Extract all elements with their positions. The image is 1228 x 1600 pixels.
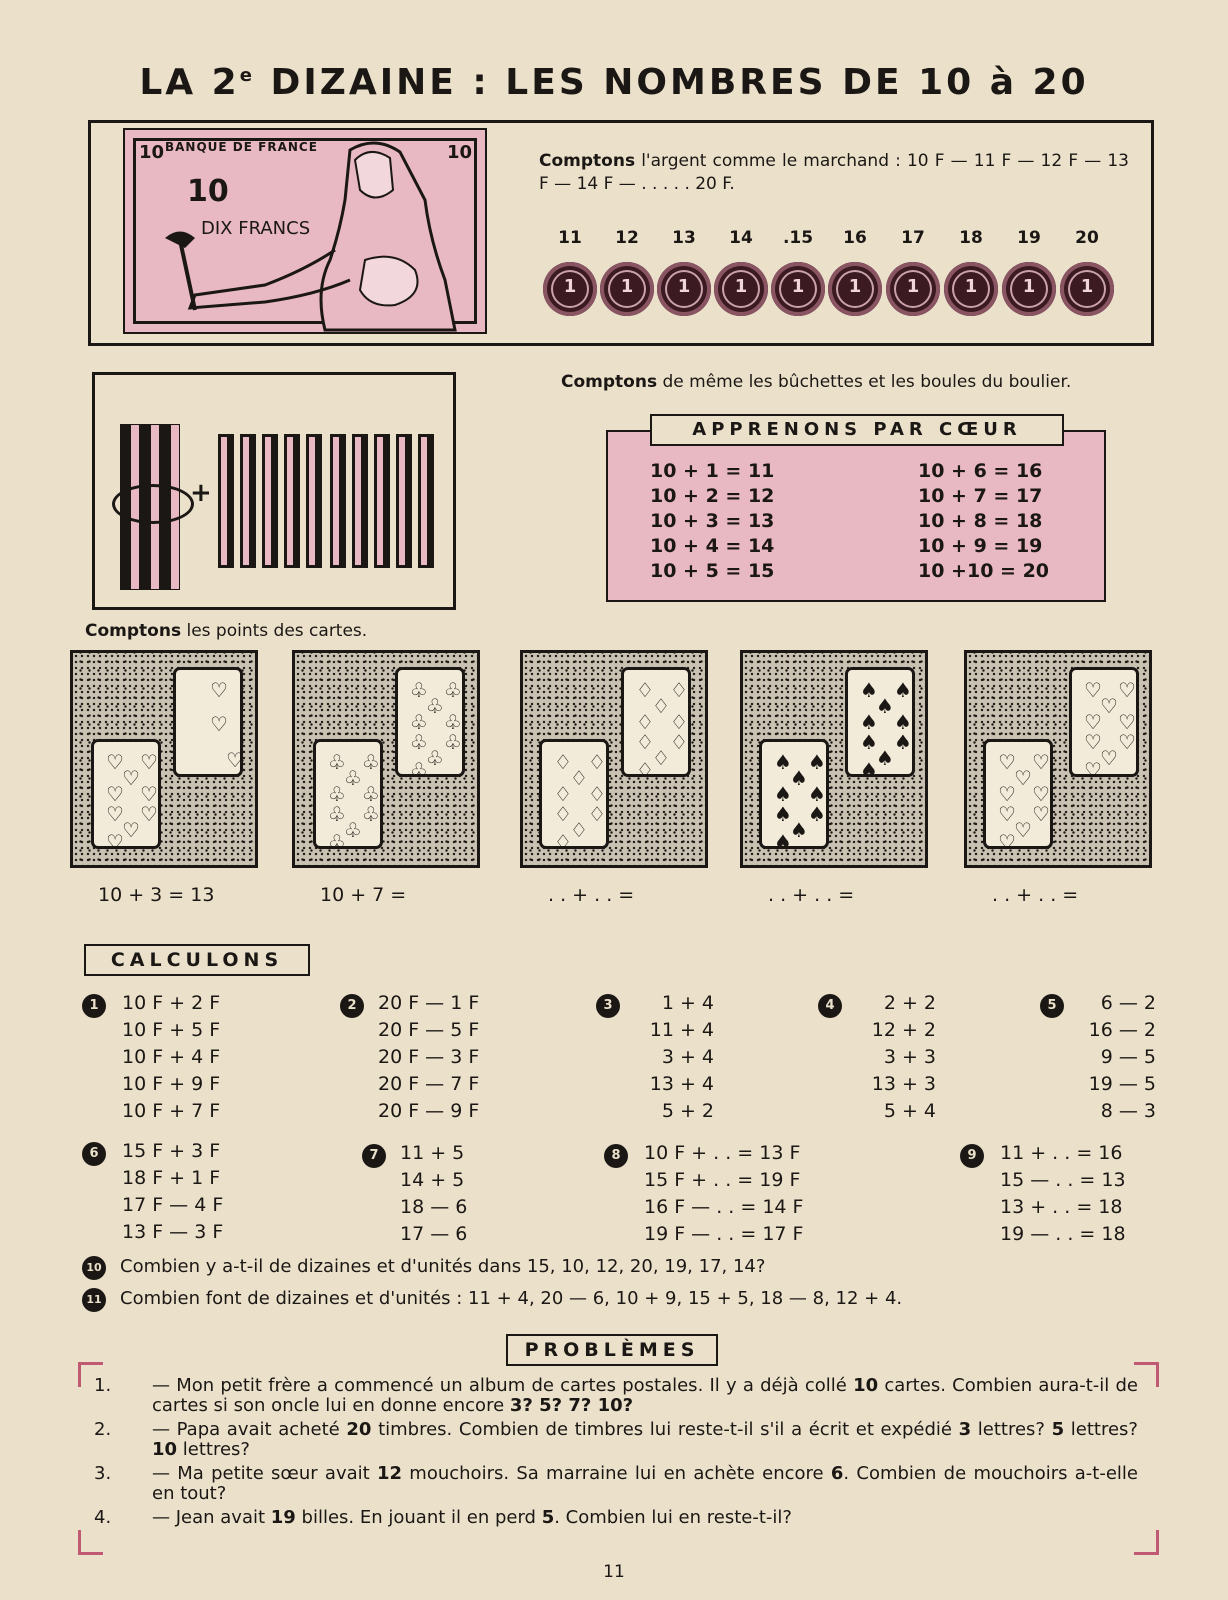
card-pip: ♧: [328, 782, 346, 806]
exercise-3-line: 11 + 4: [649, 1019, 714, 1041]
exercise-2-number: 2: [340, 994, 364, 1018]
apprenons-right-1: 10 + 6 = 16: [918, 460, 1043, 482]
single-stick: [306, 434, 322, 568]
single-stick: [352, 434, 368, 568]
card-frame-5: [964, 650, 1152, 868]
money-text: Comptons l'argent comme le marchand : 10 F — 11 F — 12 F — 13 F — 14 F — . . . . . 20 F.: [539, 151, 1129, 194]
card-pip: ♡: [226, 748, 244, 772]
card-pip: ♢: [588, 802, 606, 826]
exercise-3-number: 3: [596, 994, 620, 1018]
coin-label: 11: [558, 228, 582, 248]
exercise-6-line: 18 F + 1 F: [122, 1167, 221, 1189]
card-frame-1: [70, 650, 258, 868]
problem-4-part: . Combien lui en reste-t-il?: [554, 1507, 792, 1528]
exercise-5-line: 6 — 2: [1100, 992, 1156, 1014]
card-sum-4: . . + . . =: [768, 884, 855, 906]
stick-stripe: [339, 437, 343, 565]
card-pip: ♠: [808, 782, 826, 806]
problem-4-part: billes. En jouant il en perd: [295, 1507, 542, 1528]
problemes-heading: PROBLÈMES: [506, 1334, 718, 1366]
apprenons-left-2: 10 + 2 = 12: [650, 485, 775, 507]
card-pip: ♢: [554, 802, 572, 826]
apprenons-right-4: 10 + 9 = 19: [918, 535, 1043, 557]
card-pip: ♢: [554, 782, 572, 806]
card-pip: ♧: [362, 802, 380, 826]
problem-2-part: timbres. Combien de timbres lui reste-t-il s'il a écrit et expédié: [371, 1419, 959, 1440]
coin-label: 14: [729, 228, 753, 248]
card-pip: ♡: [1118, 730, 1136, 754]
exercise-1-number: 1: [82, 994, 106, 1018]
coin-label: 20: [1075, 228, 1099, 248]
stick-stripe: [293, 437, 297, 565]
card-pip: ♧: [426, 694, 444, 718]
problem-2-part: — Papa avait acheté: [152, 1419, 347, 1440]
coin: [657, 262, 711, 316]
card-pip: ♠: [860, 710, 878, 734]
problem-2-part: lettres?: [177, 1439, 250, 1460]
exercise-2-line: 20 F — 7 F: [378, 1073, 480, 1095]
playing-card: [845, 667, 915, 782]
apprenons-left-3: 10 + 3 = 13: [650, 510, 775, 532]
cards-text: Comptons les points des cartes.: [85, 621, 368, 641]
card-pip: ♢: [588, 782, 606, 806]
playing-card: [621, 667, 691, 782]
exercise-1-line: 10 F + 9 F: [122, 1073, 221, 1095]
problem-3-number: 3.: [94, 1463, 112, 1484]
card-sum-5: . . + . . =: [992, 884, 1079, 906]
single-stick: [240, 434, 256, 568]
single-stick: [262, 434, 278, 568]
playing-card: [983, 739, 1053, 854]
card-pip: ♢: [652, 694, 670, 718]
sticks-text: Comptons de même les bûchettes et les boules du boulier.: [561, 372, 1072, 392]
playing-card: [395, 667, 465, 782]
plus-sign: +: [190, 478, 212, 508]
problem-1-part: cartes. Combien aura-t-il de cartes si son oncle lui en donne encore: [152, 1375, 1138, 1416]
apprenons-left-4: 10 + 4 = 14: [650, 535, 775, 557]
coin-face: 1: [1080, 276, 1094, 297]
card-pip: ♧: [362, 782, 380, 806]
card-pip: ♧: [444, 730, 462, 754]
stick-stripe: [271, 437, 275, 565]
exercise-7-line: 14 + 5: [400, 1169, 465, 1191]
single-stick: [330, 434, 346, 568]
playing-card: [759, 739, 829, 854]
single-stick: [374, 434, 390, 568]
stick-bundle: [120, 414, 186, 590]
card-pip: ♢: [636, 678, 654, 702]
card-pip: ♧: [444, 710, 462, 734]
problem-4-part: 19: [270, 1507, 296, 1528]
card-pip: ♡: [106, 830, 124, 854]
card-pip: ♧: [328, 830, 346, 854]
card-pip: ♡: [122, 818, 140, 842]
apprenons-right-2: 10 + 7 = 17: [918, 485, 1043, 507]
exercise-5-line: 8 — 3: [1100, 1100, 1156, 1122]
exercise-6-line: 13 F — 3 F: [122, 1221, 224, 1243]
coin: [944, 262, 998, 316]
card-pip: ♠: [774, 782, 792, 806]
card-pip: ♡: [210, 712, 228, 736]
problem-2-part: 20: [346, 1419, 372, 1440]
card-pip: ♢: [570, 766, 588, 790]
apprenons-right-5: 10 +10 = 20: [918, 560, 1050, 582]
exercise-2-line: 20 F — 9 F: [378, 1100, 480, 1122]
problem-3-part: 6: [830, 1463, 844, 1484]
exercise-8-line: 15 F + . . = 19 F: [644, 1169, 801, 1191]
card-sum-3: . . + . . =: [548, 884, 635, 906]
card-frame-3: [520, 650, 708, 868]
page-number: 11: [603, 1562, 625, 1582]
exercise-7-number: 7: [362, 1144, 386, 1168]
card-pip: ♡: [106, 802, 124, 826]
exercise-8-number: 8: [604, 1144, 628, 1168]
problem-3-part: . Combien de mouchoirs a-t-elle en tout?: [152, 1463, 1138, 1504]
card-pip: ♧: [410, 730, 428, 754]
banknote-label: DIX FRANCS: [201, 218, 311, 239]
card-pip: ♧: [344, 766, 362, 790]
coin-label: .15: [782, 228, 814, 248]
stick-stripe: [383, 437, 387, 565]
calculons-heading: CALCULONS: [84, 944, 310, 976]
exercise-2-line: 20 F — 3 F: [378, 1046, 480, 1068]
stick-stripe: [405, 437, 409, 565]
banknote: [123, 128, 487, 334]
exercise-9-line: 13 + . . = 18: [1000, 1196, 1123, 1218]
coin-label: 13: [672, 228, 696, 248]
coin-label: 18: [959, 228, 983, 248]
exercise-5-line: 16 — 2: [1088, 1019, 1156, 1041]
exercise-10-number: 10: [82, 1256, 106, 1280]
card-pip: ♡: [1100, 694, 1118, 718]
exercise-8-line: 16 F — . . = 14 F: [644, 1196, 804, 1218]
stick-stripe: [427, 437, 431, 565]
card-pip: ♡: [998, 802, 1016, 826]
exercise-3-line: 3 + 4: [661, 1046, 714, 1068]
card-pip: ♡: [140, 802, 158, 826]
apprenons-left-5: 10 + 5 = 15: [650, 560, 775, 582]
card-pip: ♠: [790, 818, 808, 842]
exercise-6-line: 17 F — 4 F: [122, 1194, 224, 1216]
exercise-4-line: 13 + 3: [871, 1073, 936, 1095]
card-pip: ♡: [1032, 802, 1050, 826]
coin-label: 16: [843, 228, 867, 248]
coin: [714, 262, 768, 316]
playing-card: [173, 667, 243, 777]
single-stick: [396, 434, 412, 568]
stick-stripe: [227, 437, 231, 565]
coin-face: 1: [620, 276, 634, 297]
page-title: LA 2e DIZAINE : LES NOMBRES DE 10 à 20: [139, 62, 1089, 103]
problem-2-part: 5: [1051, 1419, 1065, 1440]
card-pip: ♧: [328, 750, 346, 774]
card-pip: ♡: [1032, 750, 1050, 774]
card-pip: ♧: [410, 678, 428, 702]
card-frame-4: [740, 650, 928, 868]
card-pip: ♠: [774, 802, 792, 826]
problem-3-part: 12: [376, 1463, 403, 1484]
single-stick: [284, 434, 300, 568]
card-pip: ♡: [140, 782, 158, 806]
exercise-5-number: 5: [1040, 994, 1064, 1018]
exercise-9-line: 11 + . . = 16: [1000, 1142, 1123, 1164]
exercise-2-line: 20 F — 1 F: [378, 992, 480, 1014]
coin-face: 1: [677, 276, 691, 297]
exercise-6-number: 6: [82, 1142, 106, 1166]
coin-label: 19: [1017, 228, 1041, 248]
card-pip: ♡: [1084, 710, 1102, 734]
card-pip: ♡: [1118, 678, 1136, 702]
card-pip: ♢: [570, 818, 588, 842]
card-pip: ♧: [362, 750, 380, 774]
coin: [886, 262, 940, 316]
question-11: Combien font de dizaines et d'unités : 11 + 4, 20 — 6, 10 + 9, 15 + 5, 18 — 8, 12 + 4.: [120, 1288, 903, 1309]
card-pip: ♢: [636, 710, 654, 734]
exercise-4-number: 4: [818, 994, 842, 1018]
banknote-corner: 10: [139, 142, 165, 163]
single-stick: [218, 434, 234, 568]
stick-stripe: [361, 437, 365, 565]
exercise-3-line: 1 + 4: [661, 992, 714, 1014]
card-pip: ♡: [122, 766, 140, 790]
coin-face: 1: [734, 276, 748, 297]
coin-label: 17: [901, 228, 925, 248]
card-frame-2: [292, 650, 480, 868]
card-pip: ♠: [790, 766, 808, 790]
apprenons-heading: APPRENONS PAR CŒUR: [650, 414, 1064, 446]
problem-2-part: lettres?: [1064, 1419, 1138, 1440]
card-pip: ♢: [554, 750, 572, 774]
problem-2-text: [152, 1420, 1138, 1460]
bundle-string: [112, 484, 194, 524]
card-pip: ♡: [1084, 730, 1102, 754]
question-10: Combien y a-t-il de dizaines et d'unités dans 15, 10, 12, 20, 19, 17, 14?: [120, 1256, 766, 1277]
card-pip: ♠: [894, 730, 912, 754]
card-pip: ♠: [860, 678, 878, 702]
coin-face: 1: [563, 276, 577, 297]
exercise-7-line: 17 — 6: [400, 1223, 468, 1245]
card-pip: ♢: [670, 710, 688, 734]
problem-4-part: 5: [541, 1507, 555, 1528]
card-pip: ♠: [808, 802, 826, 826]
card-pip: ♠: [894, 710, 912, 734]
card-pip: ♢: [670, 730, 688, 754]
card-pip: ♢: [554, 830, 572, 854]
card-pip: ♢: [588, 750, 606, 774]
card-pip: ♢: [670, 678, 688, 702]
card-pip: ♡: [106, 782, 124, 806]
card-sum-2: 10 + 7 =: [320, 884, 407, 906]
problem-2-part: lettres?: [971, 1419, 1052, 1440]
problem-4-part: — Jean avait: [152, 1507, 271, 1528]
banknote-number: 10: [187, 174, 229, 209]
card-pip: ♡: [1032, 782, 1050, 806]
card-pip: ♢: [636, 758, 654, 782]
card-pip: ♠: [774, 750, 792, 774]
card-pip: ♠: [774, 830, 792, 854]
card-pip: ♡: [1100, 746, 1118, 770]
problem-1-part: — Mon petit frère a commencé un album de cartes postales. Il y a déjà collé: [152, 1375, 854, 1396]
exercise-8-line: 10 F + . . = 13 F: [644, 1142, 801, 1164]
card-pip: ♡: [1014, 818, 1032, 842]
exercise-11-number: 11: [82, 1288, 106, 1312]
exercise-7-line: 11 + 5: [400, 1142, 465, 1164]
card-pip: ♡: [998, 782, 1016, 806]
apprenons-right-3: 10 + 8 = 18: [918, 510, 1043, 532]
exercise-8-line: 19 F — . . = 17 F: [644, 1223, 804, 1245]
exercise-9-number: 9: [960, 1144, 984, 1168]
coin-face: 1: [1022, 276, 1036, 297]
banknote-bank: BANQUE DE FRANCE: [165, 140, 318, 154]
coin: [771, 262, 825, 316]
coin-face: 1: [964, 276, 978, 297]
bracket-bottom-right: [1134, 1530, 1159, 1555]
card-pip: ♠: [808, 750, 826, 774]
single-stick: [418, 434, 434, 568]
card-sum-1: 10 + 3 = 13: [98, 884, 215, 906]
card-pip: ♡: [140, 750, 158, 774]
card-pip: ♡: [210, 678, 228, 702]
card-pip: ♧: [410, 758, 428, 782]
coin: [828, 262, 882, 316]
coin: [1060, 262, 1114, 316]
exercise-9-line: 19 — . . = 18: [1000, 1223, 1126, 1245]
card-pip: ♢: [652, 746, 670, 770]
problem-3-part: — Ma petite sœur avait: [152, 1463, 377, 1484]
apprenons-left-1: 10 + 1 = 11: [650, 460, 775, 482]
playing-card: [91, 739, 161, 854]
exercise-1-line: 10 F + 5 F: [122, 1019, 221, 1041]
coin: [600, 262, 654, 316]
bracket-bottom-left: [78, 1530, 103, 1555]
card-pip: ♠: [860, 730, 878, 754]
playing-card: [1069, 667, 1139, 782]
card-pip: ♡: [998, 750, 1016, 774]
card-pip: ♡: [106, 750, 124, 774]
coin: [1002, 262, 1056, 316]
card-pip: ♡: [1118, 710, 1136, 734]
exercise-5-line: 19 — 5: [1088, 1073, 1156, 1095]
exercise-4-line: 12 + 2: [871, 1019, 936, 1041]
problem-4-text: [152, 1508, 1138, 1528]
exercise-4-line: 3 + 3: [883, 1046, 936, 1068]
exercise-9-line: 15 — . . = 13: [1000, 1169, 1126, 1191]
exercise-3-line: 5 + 2: [661, 1100, 714, 1122]
stick-stripe: [249, 437, 253, 565]
problem-1-part: 3? 5? 7? 10?: [509, 1395, 634, 1416]
card-pip: ♠: [876, 694, 894, 718]
card-pip: ♡: [1014, 766, 1032, 790]
banknote-corner-right: 10: [447, 142, 473, 163]
coin-face: 1: [848, 276, 862, 297]
problem-1-number: 1.: [94, 1375, 112, 1396]
card-pip: ♠: [876, 746, 894, 770]
problem-1-text: [152, 1376, 1138, 1416]
coin-face: 1: [906, 276, 920, 297]
card-pip: ♧: [344, 818, 362, 842]
card-pip: ♡: [1084, 678, 1102, 702]
card-pip: ♡: [1084, 758, 1102, 782]
exercise-1-line: 10 F + 2 F: [122, 992, 221, 1014]
problem-3-text: [152, 1464, 1138, 1504]
exercise-1-line: 10 F + 7 F: [122, 1100, 221, 1122]
exercise-3-line: 13 + 4: [649, 1073, 714, 1095]
card-pip: ♧: [444, 678, 462, 702]
exercise-2-line: 20 F — 5 F: [378, 1019, 480, 1041]
coin-face: 1: [791, 276, 805, 297]
exercise-1-line: 10 F + 4 F: [122, 1046, 221, 1068]
card-pip: ♠: [860, 758, 878, 782]
card-pip: ♠: [894, 678, 912, 702]
problem-2-part: 10: [152, 1439, 178, 1460]
problem-3-part: mouchoirs. Sa marraine lui en achète encore: [402, 1463, 831, 1484]
peasant-woman-illustration: [125, 130, 487, 334]
problem-1-part: 10: [853, 1375, 879, 1396]
exercise-5-line: 9 — 5: [1100, 1046, 1156, 1068]
exercise-4-line: 2 + 2: [883, 992, 936, 1014]
playing-card: [539, 739, 609, 854]
playing-card: [313, 739, 383, 854]
problem-2-number: 2.: [94, 1419, 112, 1440]
problem-2-part: 3: [958, 1419, 972, 1440]
exercise-4-line: 5 + 4: [883, 1100, 936, 1122]
coin-label: 12: [615, 228, 639, 248]
coin: [543, 262, 597, 316]
exercise-6-line: 15 F + 3 F: [122, 1140, 221, 1162]
card-pip: ♧: [426, 746, 444, 770]
card-pip: ♧: [328, 802, 346, 826]
card-pip: ♧: [410, 710, 428, 734]
card-pip: ♡: [998, 830, 1016, 854]
exercise-7-line: 18 — 6: [400, 1196, 468, 1218]
problem-4-number: 4.: [94, 1507, 112, 1528]
card-pip: ♢: [636, 730, 654, 754]
stick-stripe: [315, 437, 319, 565]
